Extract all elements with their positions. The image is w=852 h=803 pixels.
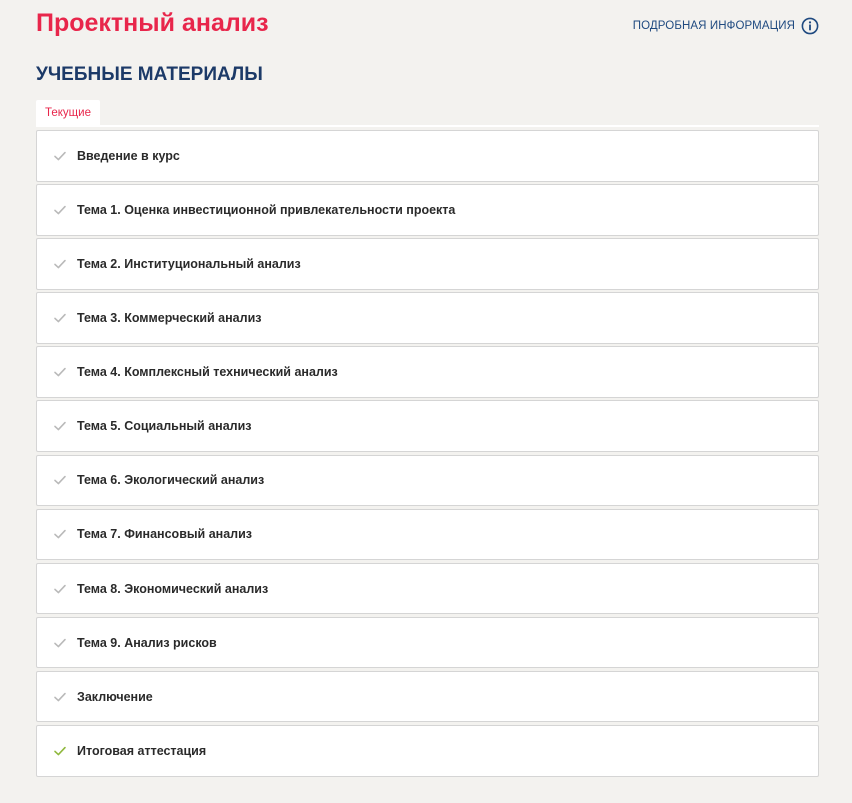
material-item[interactable] bbox=[36, 509, 819, 561]
material-label: Тема 3. Коммерческий анализ bbox=[77, 311, 262, 326]
more-info-label: ПОДРОБНАЯ ИНФОРМАЦИЯ bbox=[632, 20, 795, 32]
material-label: Тема 7. Финансовый анализ bbox=[77, 527, 253, 542]
checkmark-icon bbox=[53, 527, 67, 541]
materials-list bbox=[36, 130, 819, 779]
material-label: Тема 1. Оценка инвестиционной привлекательности проекта bbox=[77, 202, 456, 217]
material-label: Тема 4. Комплексный технический анализ bbox=[77, 365, 338, 380]
checkmark-icon bbox=[53, 636, 67, 650]
tab-current[interactable]: Текущие bbox=[36, 100, 100, 126]
material-item[interactable] bbox=[36, 455, 819, 507]
checkmark-icon bbox=[53, 203, 67, 217]
checkmark-icon bbox=[53, 149, 67, 163]
material-item[interactable] bbox=[36, 725, 819, 777]
checkmark-icon bbox=[53, 365, 67, 379]
material-item[interactable] bbox=[36, 400, 819, 452]
material-label: Тема 9. Анализ рисков bbox=[77, 635, 217, 650]
checkmark-icon bbox=[53, 690, 67, 704]
checkmark-icon bbox=[53, 311, 67, 325]
material-label: Тема 6. Экологический анализ bbox=[77, 473, 265, 488]
checkmark-icon bbox=[53, 582, 67, 596]
material-label: Заключение bbox=[77, 689, 153, 704]
info-circle-icon bbox=[801, 17, 819, 35]
material-item[interactable] bbox=[36, 563, 819, 615]
material-item[interactable] bbox=[36, 238, 819, 290]
section-title: УЧЕБНЫЕ МАТЕРИАЛЫ bbox=[36, 64, 263, 85]
material-label: Тема 2. Институциональный анализ bbox=[77, 256, 301, 271]
material-label: Итоговая аттестация bbox=[77, 743, 207, 758]
material-item[interactable] bbox=[36, 617, 819, 669]
checkmark-icon bbox=[53, 473, 67, 487]
material-label: Тема 8. Экономический анализ bbox=[77, 581, 269, 596]
material-item[interactable] bbox=[36, 130, 819, 182]
course-title: Проектный анализ bbox=[36, 9, 269, 37]
checkmark-icon bbox=[53, 257, 67, 271]
materials-tabs bbox=[36, 100, 100, 126]
material-item[interactable] bbox=[36, 292, 819, 344]
tab-underline bbox=[36, 125, 819, 127]
material-label: Введение в курс bbox=[77, 148, 180, 163]
material-label: Тема 5. Социальный анализ bbox=[77, 419, 252, 434]
material-item[interactable] bbox=[36, 346, 819, 398]
material-item[interactable] bbox=[36, 671, 819, 723]
checkmark-icon bbox=[53, 744, 67, 758]
material-item[interactable] bbox=[36, 184, 819, 236]
more-info-link[interactable] bbox=[633, 17, 819, 35]
checkmark-icon bbox=[53, 419, 67, 433]
